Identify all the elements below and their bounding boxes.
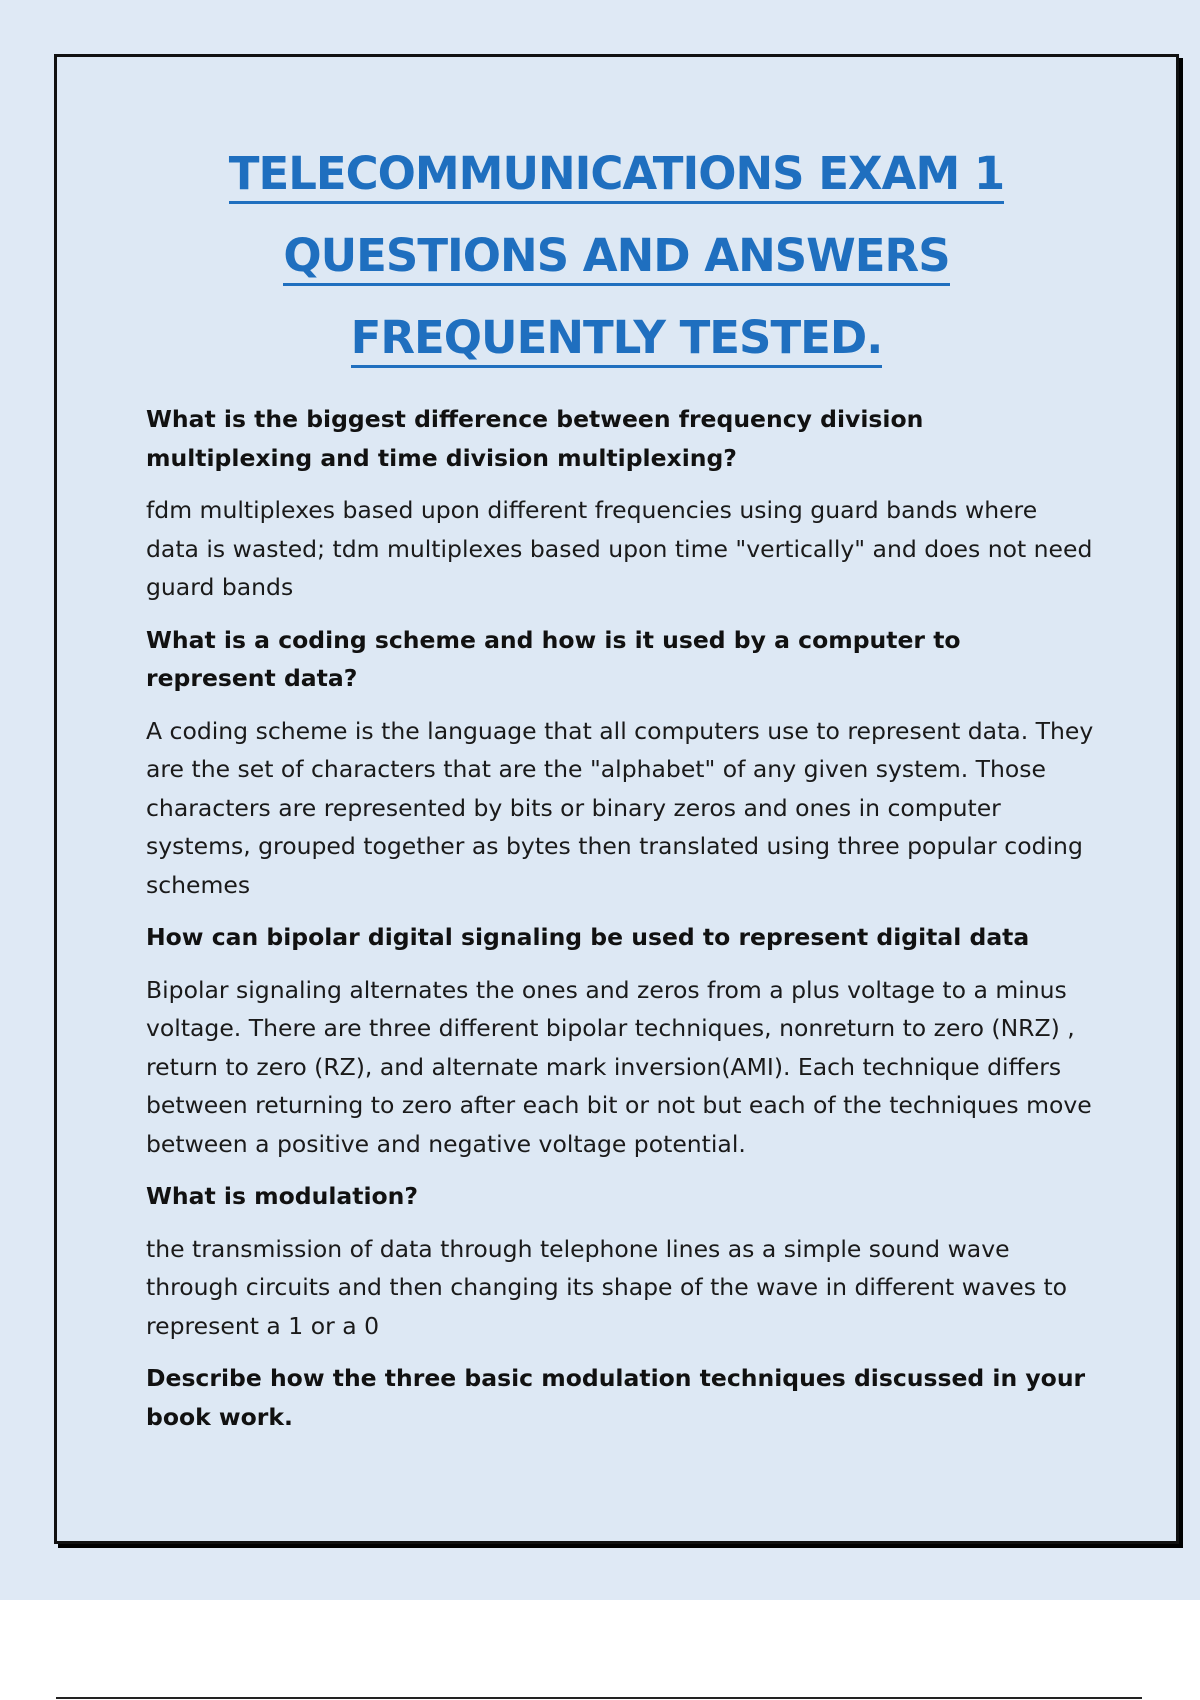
title-line-1: TELECOMMUNICATIONS EXAM 1 [229,147,1004,204]
answer-1: fdm multiplexes based upon different frequencies using guard bands where data is wasted; tdm multiplexes based upon time "vertically" and does not need guard bands [146,496,1093,601]
title-line-2: QUESTIONS AND ANSWERS [283,229,949,286]
title-line-3: FREQUENTLY TESTED. [351,311,883,368]
question-4: What is modulation? [146,1182,419,1210]
answer-3: Bipolar signaling alternates the ones and zeros from a plus voltage to a minus voltage. There are three different bipolar techniques, nonreturn to zero (NRZ) , return to zero (RZ), and alternate mark inversion(AMI). Each technique differs between returning to zero after each bit or not but each of the techniques move between a positive and negative voltage potential. [146,975,1092,1158]
answer-2: A coding scheme is the language that all computers use to represent data. They are the set of characters that are the "alphabet" of any given system. Those characters are represented by bits or binary zeros and ones in computer systems, grouped together as bytes then translated using three popular coding schemes [146,716,1094,899]
document-title [57,147,1176,393]
page-bottom-rule [56,1697,1142,1699]
question-3: How can bipolar digital signaling be used to represent digital data [146,923,1030,951]
question-5: Describe how the three basic modulation techniques discussed in your book work. [146,1364,1086,1431]
answer-4: the transmission of data through telephone lines as a simple sound wave through circuits and then changing its shape of the wave in different waves to represent a 1 or a 0 [146,1234,1068,1340]
qa-list [146,400,1096,1450]
question-1: What is the biggest difference between frequency division multiplexing and time division multiplexing? [146,405,924,472]
document-frame [54,54,1179,1544]
question-2: What is a coding scheme and how is it used by a computer to represent data? [146,625,961,692]
